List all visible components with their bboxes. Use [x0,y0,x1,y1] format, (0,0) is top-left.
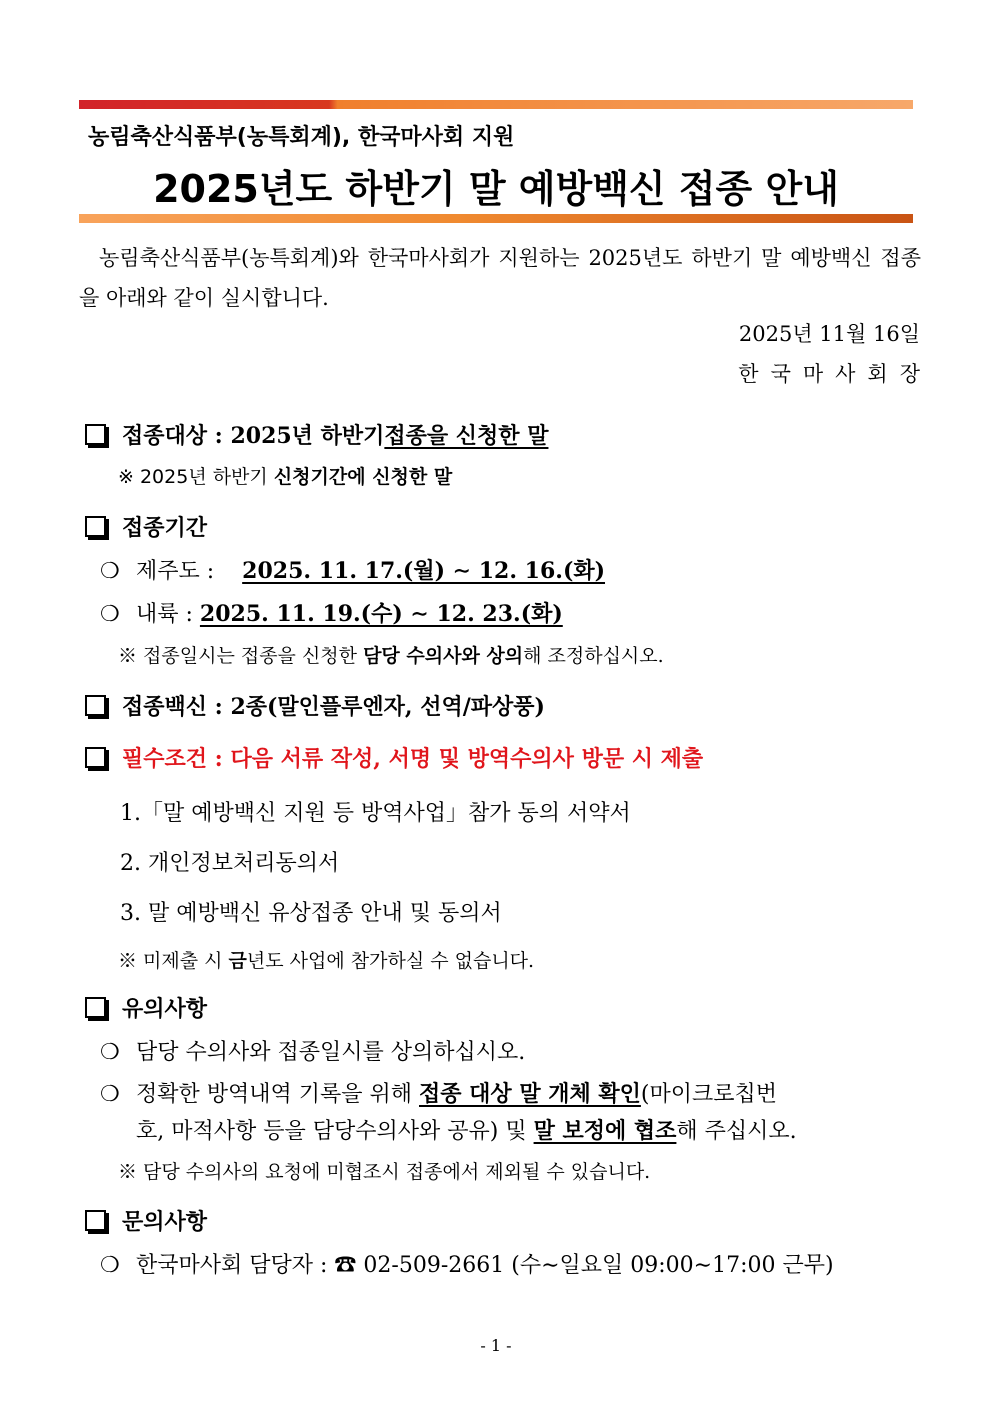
period-jeju [100,554,605,585]
checkbox-square-icon [85,1210,106,1231]
target-note-bold: 신청기간에 신청한 말 [273,466,453,488]
caution-item-2-a: 정확한 방역내역 기록을 위해 [136,1082,419,1107]
target-label: 접종대상 : 2025년 하반기 [122,423,385,449]
issue-date: 2025년 11월 16일 [738,322,920,346]
contact-line [100,1248,834,1279]
circle-bullet-icon: ❍ [100,1040,120,1065]
caution-item-2-d: 호, 마적사항 등을 담당수의사와 공유) 및 [136,1119,534,1144]
vaccine-label: 접종백신 : 2종(말인플루엔자, 선역/파상풍) [122,694,545,720]
requirement-note [118,946,534,973]
header-top-bar [79,100,913,109]
period-note-a: ※ 접종일시는 접종을 신청한 [118,645,364,667]
requirement-note-c: 년도 사업에 참가하실 수 없습니다. [246,950,535,972]
contact-label: 문의사항 [122,1209,208,1235]
period-note [118,641,664,668]
circle-bullet-icon: ❍ [100,1253,120,1278]
target-note [118,462,452,489]
document-title: 2025년도 하반기 말 예방백신 접종 안내 [153,167,839,211]
requirement-label: 필수조건 : 다음 서류 작성, 서명 및 방역수의사 방문 시 제출 [122,746,704,772]
caution-item-2-c: (마이크로칩번 [640,1082,778,1107]
target-underlined: 접종을 신청한 말 [384,423,549,449]
circle-bullet-icon: ❍ [100,559,120,584]
caution-item-1 [100,1035,525,1066]
inland-dates: 2025. 11. 19.(수) ∼ 12. 23.(화) [199,601,563,627]
period-note-c: 해 조정하십시오. [523,645,664,667]
caution-note: ※ 담당 수의사의 요청에 미협조시 접종에서 제외될 수 있습니다. [118,1161,651,1183]
checkbox-square-icon [85,747,106,768]
period-inland [100,597,563,628]
period-note-b: 담당 수의사와 상의 [363,645,524,667]
caution-item-1-text: 담당 수의사와 접종일시를 상의하십시오. [136,1040,526,1065]
requirement-note-a: ※ 미제출 시 [118,950,229,972]
checkbox-square-icon [85,516,106,537]
signer: 한국마사회장 [738,362,932,386]
section-target [83,419,548,450]
section-vaccine [83,690,545,721]
period-label: 접종기간 [122,515,208,541]
jeju-label: 제주도 : [136,559,215,584]
intro-paragraph: 농림축산식품부(농특회계)와 한국마사회가 지원하는 2025년도 하반기 말 예방백신 접종을 아래와 같이 실시합니다. [79,246,921,310]
contact-text: 한국마사회 담당자 : ☎ 02-509-2661 (수∼일요일 09:00∼17:00 근무) [136,1253,834,1278]
circle-bullet-icon: ❍ [100,602,120,627]
requirement-item-3: 3. 말 예방백신 유상접종 안내 및 동의서 [120,901,502,926]
header-bottom-bar [79,214,913,223]
caution-item-2-cont [136,1114,797,1145]
section-contact [83,1205,207,1236]
requirement-item-2: 2. 개인정보처리동의서 [120,851,340,876]
section-requirement [83,742,703,773]
section-period [83,511,207,542]
inland-label: 내륙 : [136,602,193,627]
jeju-dates: 2025. 11. 17.(월) ∼ 12. 16.(화) [242,558,606,584]
circle-bullet-icon: ❍ [100,1082,120,1107]
page-number: - 1 - [480,1336,512,1355]
checkbox-square-icon [85,424,106,445]
caution-item-2-e: 말 보정에 협조 [533,1118,677,1144]
document-subtitle: 농림축산식품부(농특회계), 한국마사회 지원 [88,125,515,150]
checkbox-square-icon [85,997,106,1018]
requirement-item-1: 1.「말 예방백신 지원 등 방역사업」참가 동의 서약서 [120,801,631,826]
section-caution [83,992,207,1023]
checkbox-square-icon [85,695,106,716]
requirement-note-b: 금 [228,950,247,972]
target-note-prefix: ※ 2025년 하반기 [118,466,274,488]
caution-item-2 [100,1077,777,1108]
caution-item-2-b: 접종 대상 말 개체 확인 [419,1081,641,1107]
caution-item-2-f: 해 주십시오. [676,1119,797,1144]
caution-label: 유의사항 [122,996,208,1022]
